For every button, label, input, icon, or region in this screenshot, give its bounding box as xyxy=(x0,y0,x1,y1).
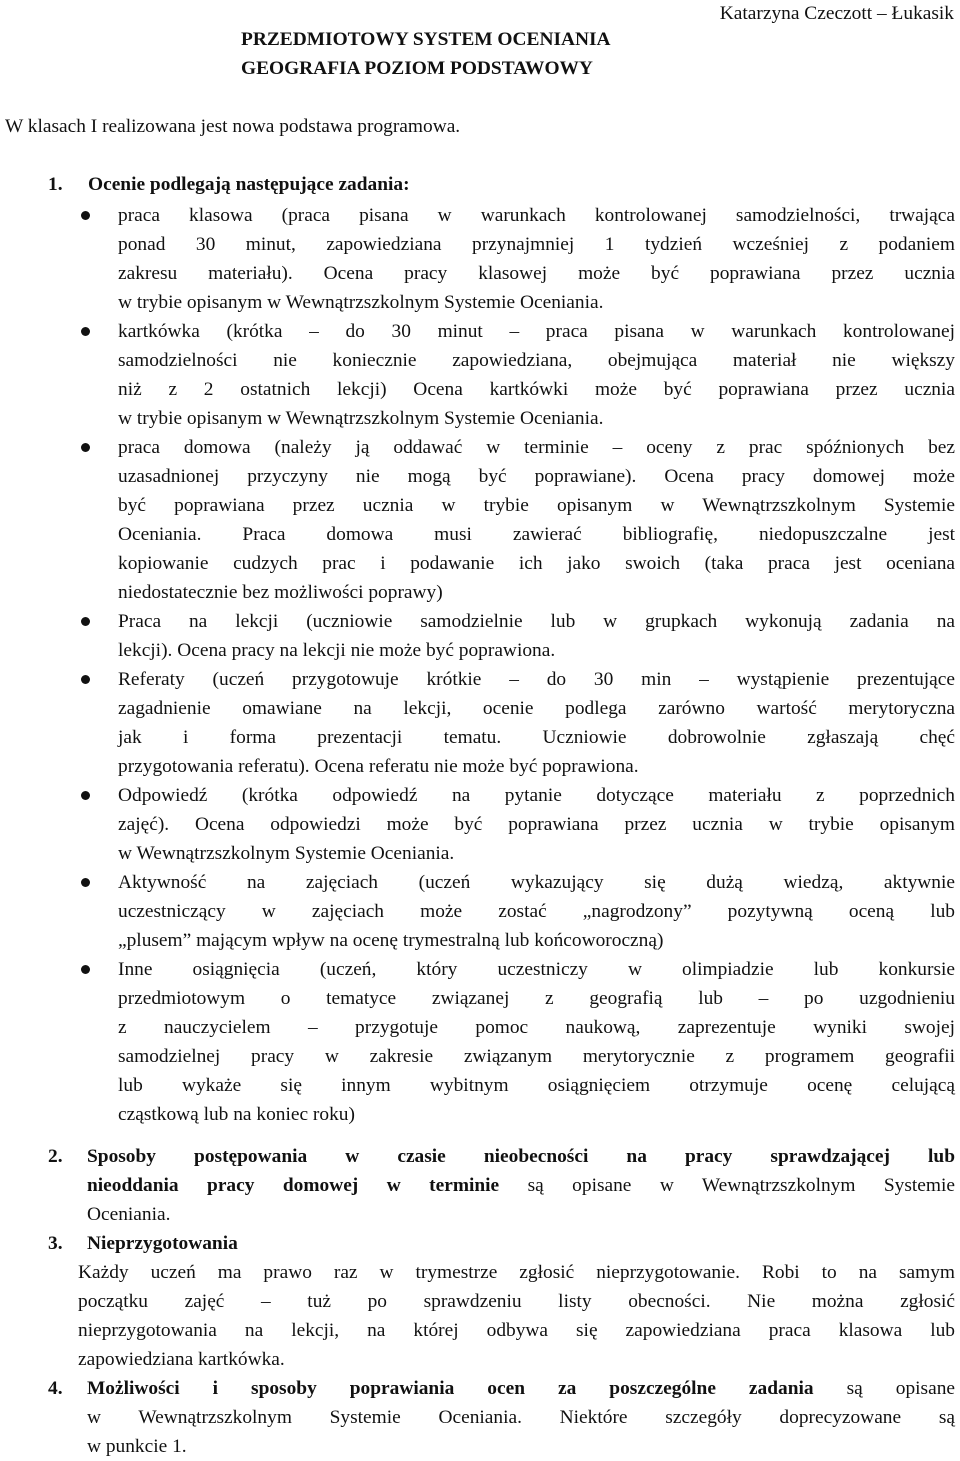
list-item xyxy=(76,317,955,433)
list-item-line: kartkówka (krótka – do 30 minut – praca pisana w warunkach kontrolowanej xyxy=(118,321,955,342)
list-item-line: zagadnienie omawiane na lekcji, ocenie podlega zarówno wartość merytoryczna xyxy=(118,698,955,719)
list-item xyxy=(76,665,955,781)
section-4 xyxy=(48,1374,955,1461)
list-item-line: w trybie opisanym w Wewnątrzszkolnym Systemie Oceniania. xyxy=(118,408,604,429)
intro-paragraph: W klasach I realizowana jest nowa podstawa programowa. xyxy=(5,116,461,137)
list-item-line: lub wykaże się innym wybitnym osiągnięciem otrzymuje ocenę celującą xyxy=(118,1075,955,1096)
list-item-line: lekcji). Ocena pracy na lekcji nie może być poprawiona. xyxy=(118,640,556,661)
bullet-icon xyxy=(81,878,90,887)
section-2-line xyxy=(87,1142,955,1171)
list-item xyxy=(76,607,955,665)
list-item-line: praca klasowa (praca pisana w warunkach kontrolowanej samodzielności, trwająca xyxy=(118,205,955,226)
section-2-line xyxy=(87,1171,955,1200)
list-item-line: z nauczycielem – przygotuje pomoc naukową, zaprezentuje wyniki swojej xyxy=(118,1017,955,1038)
section-title: Ocenie podlegają następujące zadania: xyxy=(88,174,410,195)
list-item-line: Oceniania. Praca domowa musi zawierać bibliografię, niedopuszczalne jest xyxy=(118,524,955,545)
section-title: Nieprzygotowania xyxy=(87,1233,238,1254)
list-item-line: niż z 2 ostatnich lekcji) Ocena kartkówki może być poprawiana przez ucznia xyxy=(118,379,955,400)
list-item-line: uzasadnionej przyczyny nie mogą być poprawiane). Ocena pracy domowej może xyxy=(118,466,955,487)
list-item-line: „plusem” mającym wpływ na ocenę trymestralną lub końcoworoczną) xyxy=(118,930,664,951)
section-2 xyxy=(48,1142,955,1229)
list-item xyxy=(76,433,955,607)
section-3-line: Każdy uczeń ma prawo raz w trymestrze zgłosić nieprzygotowanie. Robi to na samym xyxy=(78,1262,955,1283)
section-3-line: zapowiedziana kartkówka. xyxy=(78,1349,285,1370)
section-number: 1. xyxy=(48,174,63,195)
list-item-line: Odpowiedź (krótka odpowiedź na pytanie dotyczące materiału z poprzednich xyxy=(118,785,955,806)
document-subtitle: GEOGRAFIA POZIOM PODSTAWOWY xyxy=(241,58,593,79)
list-item-line: cząstkową lub na koniec roku) xyxy=(118,1104,355,1125)
section-number: 3. xyxy=(48,1233,63,1254)
list-item-line: zajęć). Ocena odpowiedzi może być poprawiana przez ucznia w trybie opisanym xyxy=(118,814,955,835)
list-item xyxy=(76,955,955,1129)
list-item-line: niedostatecznie bez możliwości poprawy) xyxy=(118,582,443,603)
list-item-line: samodzielności nie koniecznie zapowiedziana, obejmująca materiał nie większy xyxy=(118,350,955,371)
list-item xyxy=(76,868,955,955)
list-item xyxy=(76,201,955,317)
section-4-bold-text: Możliwości i sposoby poprawiania ocen za poszczególne zadania xyxy=(87,1378,814,1399)
author-name: Katarzyna Czeczott – Łukasik xyxy=(719,3,954,24)
section-2-line: Oceniania. xyxy=(87,1204,171,1225)
list-item-line: Praca na lekcji (uczniowie samodzielnie lub w grupkach wykonują zadania na xyxy=(118,611,955,632)
section-2-text: są opisane w Wewnątrzszkolnym Systemie xyxy=(499,1175,955,1196)
section-3-line: nieprzygotowania na lekcji, na której odbywa się zapowiedziana praca klasowa lub xyxy=(78,1320,955,1341)
section-3-line: początku zajęć – tuż po sprawdzeniu listy obecności. Nie można zgłosić xyxy=(78,1291,955,1312)
list-item-line: ponad 30 minut, zapowiedziana przynajmniej 1 tydzień wcześniej z podaniem xyxy=(118,234,955,255)
section-1-heading xyxy=(48,172,410,198)
bullet-icon xyxy=(81,211,90,220)
list-item-line: Inne osiągnięcia (uczeń, który uczestniczy w olimpiadzie lub konkursie xyxy=(118,959,955,980)
bullet-icon xyxy=(81,443,90,452)
list-item-line: samodzielnej pracy w zakresie związanym merytorycznie z programem geografii xyxy=(118,1046,955,1067)
list-item xyxy=(76,781,955,868)
list-item-line: praca domowa (należy ją oddawać w terminie – oceny z prac spóźnionych bez xyxy=(118,437,955,458)
section-2-bold-text: nieoddania pracy domowej w terminie xyxy=(87,1175,500,1196)
list-item-line: być poprawiana przez ucznia w trybie opisanym w Wewnątrzszkolnym Systemie xyxy=(118,495,955,516)
list-item-line: kopiowanie cudzych prac i podawanie ich jako swoich (taka praca jest oceniana xyxy=(118,553,955,574)
list-item-line: uczestniczący w zajęciach może zostać „nagrodzony” pozytywną oceną lub xyxy=(118,901,955,922)
section-3-heading xyxy=(87,1229,955,1258)
bullet-icon xyxy=(81,965,90,974)
section-4-line xyxy=(87,1374,955,1403)
section-3 xyxy=(48,1229,955,1374)
bullet-icon xyxy=(81,675,90,684)
document-title: PRZEDMIOTOWY SYSTEM OCENIANIA xyxy=(241,29,611,50)
list-item-line: Referaty (uczeń przygotowuje krótkie – do 30 min – wystąpienie prezentujące xyxy=(118,669,955,690)
assessment-list xyxy=(76,201,955,1129)
list-item-line: w trybie opisanym w Wewnątrzszkolnym Systemie Oceniania. xyxy=(118,292,604,313)
section-4-text: są opisane xyxy=(813,1378,955,1399)
list-item-line: w Wewnątrzszkolnym Systemie Oceniania. xyxy=(118,843,455,864)
section-number: 4. xyxy=(48,1378,63,1399)
section-number: 2. xyxy=(48,1146,63,1167)
list-item-line: zakresu materiału). Ocena pracy klasowej może być poprawiana przez ucznia xyxy=(118,263,955,284)
list-item-line: przygotowania referatu). Ocena referatu nie może być poprawiona. xyxy=(118,756,639,777)
section-2-bold-text: Sposoby postępowania w czasie nieobecności na pracy sprawdzającej lub xyxy=(87,1146,955,1167)
bullet-icon xyxy=(81,617,90,626)
section-4-line: w punkcie 1. xyxy=(87,1436,187,1457)
list-item-line: Aktywność na zajęciach (uczeń wykazujący się dużą wiedzą, aktywnie xyxy=(118,872,955,893)
bullet-icon xyxy=(81,791,90,800)
section-4-line: w Wewnątrzszkolnym Systemie Oceniania. Niektóre szczegóły doprecyzowane są xyxy=(87,1407,955,1428)
list-item-line: jak i forma prezentacji tematu. Uczniowie dobrowolnie zgłaszają chęć xyxy=(118,727,955,748)
bullet-icon xyxy=(81,327,90,336)
list-item-line: przedmiotowym o tematyce związanej z geografią lub – po uzgodnieniu xyxy=(118,988,955,1009)
